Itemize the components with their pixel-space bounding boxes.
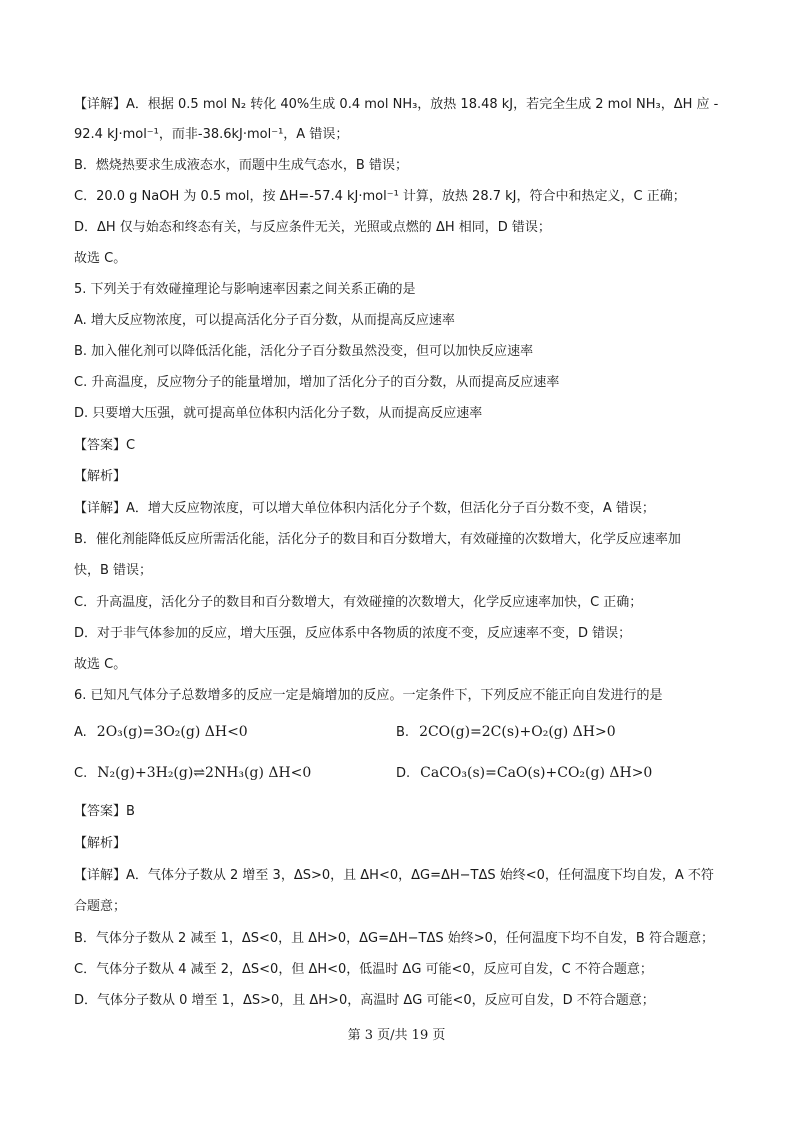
text-line: 故选 C。 [74, 657, 127, 672]
option-d [396, 763, 652, 784]
text-line: B．气体分子数从 2 减至 1，ΔS<0，且 ΔH>0，ΔG=ΔH−TΔS 始终>0，任何温度下均不自发，B 符合题意； [74, 931, 714, 946]
choice-c: C. 升高温度，反应物分子的能量增加，增加了活化分子的百分数，从而提高反应速率 [74, 375, 560, 390]
text-line: D．对于非气体参加的反应，增大压强，反应体系中各物质的浓度不变，反应速率不变，D 错误； [74, 626, 632, 641]
text-line: 【详解】A．根据 0.5 mol N₂ 转化 40%生成 0.4 mol NH₃，放热 18.48 kJ，若完全生成 2 mol NH₃，ΔH 应 - [74, 97, 719, 112]
text-line: 故选 C。 [74, 251, 127, 266]
option-label: A. [74, 725, 87, 740]
analysis-heading: 【解析】 [74, 836, 127, 851]
reaction-formula: CaCO₃(s)=CaO(s)+CO₂(g) ΔH>0 [420, 765, 653, 781]
answer-line: 【答案】B [74, 804, 135, 819]
text-line: 【详解】A．增大反应物浓度，可以增大单位体积内活化分子个数，但活化分子百分数不变，A 错误； [74, 501, 655, 516]
option-label: B. [396, 725, 410, 740]
text-line: 【详解】A．气体分子数从 2 增至 3，ΔS>0，且 ΔH<0，ΔG=ΔH−TΔS 始终<0，任何温度下均自发，A 不符 [74, 868, 714, 883]
text-line: C．升高温度，活化分子的数目和百分数增大，有效碰撞的次数增大，化学反应速率加快，C 正确； [74, 595, 643, 610]
choice-a: A. 增大反应物浓度，可以提高活化分子百分数，从而提高反应速率 [74, 313, 455, 328]
text-line: B．催化剂能降低反应所需活化能，活化分子的数目和百分数增大，有效碰撞的次数增大，化学反应速率加 [74, 532, 681, 547]
answer-line: 【答案】C [74, 438, 136, 453]
option-b [396, 722, 616, 743]
choice-b: B. 加入催化剂可以降低活化能，活化分子百分数虽然没变，但可以加快反应速率 [74, 344, 534, 359]
option-label: C. [74, 766, 88, 781]
text-line: 快，B 错误； [74, 563, 153, 578]
reaction-formula: N₂(g)+3H₂(g)⇌2NH₃(g) ΔH<0 [97, 765, 312, 781]
text-line: 92.4 kJ·mol⁻¹，而非-38.6kJ·mol⁻¹，A 错误； [74, 127, 349, 142]
question-stem: 5. 下列关于有效碰撞理论与影响速率因素之间关系正确的是 [74, 282, 416, 297]
option-a [74, 722, 248, 743]
choice-d: D. 只要增大压强，就可提高单位体积内活化分子数，从而提高反应速率 [74, 406, 483, 421]
option-label: D. [396, 766, 411, 781]
text-line: 合题意； [74, 899, 127, 914]
question-stem: 6. 已知凡气体分子总数增多的反应一定是熵增加的反应。一定条件下，下列反应不能正向自发进行的是 [74, 688, 663, 703]
text-line: D．ΔH 仅与始态和终态有关，与反应条件无关，光照或点燃的 ΔH 相同，D 错误； [74, 220, 551, 235]
reaction-formula: 2O₃(g)=3O₂(g) ΔH<0 [96, 724, 248, 740]
text-line: C．气体分子数从 4 减至 2，ΔS<0，但 ΔH<0，低温时 ΔG 可能<0，反应可自发，C 不符合题意； [74, 962, 653, 977]
page-footer: 第 3 页/共 19 页 [347, 1028, 446, 1043]
text-line: B．燃烧热要求生成液态水，而题中生成气态水，B 错误； [74, 158, 408, 173]
text-line: C．20.0 g NaOH 为 0.5 mol，按 ΔH=-57.4 kJ·mol⁻¹ 计算，放热 28.7 kJ，符合中和热定义，C 正确； [74, 189, 686, 204]
analysis-heading: 【解析】 [74, 469, 127, 484]
option-c [74, 763, 311, 784]
reaction-formula: 2CO(g)=2C(s)+O₂(g) ΔH>0 [419, 724, 616, 740]
text-line: D．气体分子数从 0 增至 1，ΔS>0，且 ΔH>0，高温时 ΔG 可能<0，反应可自发，D 不符合题意； [74, 993, 655, 1008]
